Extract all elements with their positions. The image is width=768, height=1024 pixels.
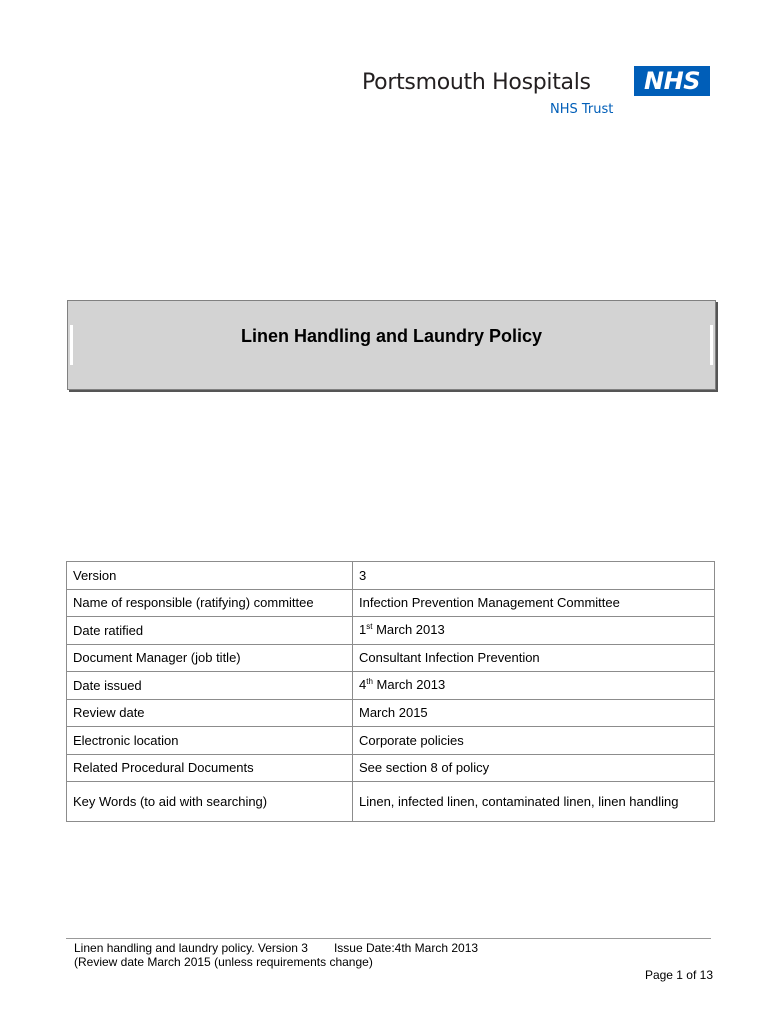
table-row [67, 754, 715, 782]
table-row [67, 727, 715, 755]
logo-org-name: Portsmouth Hospitals [362, 70, 591, 95]
row-label: Related Procedural Documents [67, 754, 353, 782]
table-row [67, 672, 715, 700]
table-row [67, 644, 715, 672]
table-row [67, 617, 715, 645]
row-label: Key Words (to aid with searching) [67, 782, 353, 822]
footer-divider [66, 938, 711, 939]
date-ordinal: st [366, 621, 373, 631]
date-month-year: March 2013 [372, 621, 445, 637]
row-value: Linen, infected linen, contaminated linen, linen handling [353, 782, 715, 822]
page-number: Page 1 of 13 [644, 968, 713, 982]
date-month-year: March 2013 [372, 676, 446, 692]
date-ordinal: th [366, 676, 373, 686]
row-value [353, 617, 715, 645]
row-label: Document Manager (job title) [67, 644, 353, 672]
nhs-badge: NHS [634, 66, 710, 96]
document-title: Linen Handling and Laundry Policy [240, 326, 543, 346]
row-label: Date ratified [67, 617, 353, 645]
footer-issue-date: Issue Date:4th March 2013 [333, 941, 479, 955]
footer-review-date: (Review date March 2015 (unless requirements change) [74, 955, 373, 969]
row-label: Review date [67, 699, 353, 727]
footer-line-1 [74, 941, 478, 955]
row-value [353, 672, 715, 700]
table-row [67, 699, 715, 727]
row-value: Infection Prevention Management Committee [353, 589, 715, 617]
footer-document-version: Linen handling and laundry policy. Version 3 [74, 941, 308, 955]
row-value: 3 [353, 562, 715, 590]
table-row [67, 782, 715, 822]
date-day: 4 [359, 676, 367, 692]
row-label: Electronic location [67, 727, 353, 755]
nhs-trust-logo [362, 66, 712, 118]
row-label: Name of responsible (ratifying) committee [67, 589, 353, 617]
row-value: March 2015 [353, 699, 715, 727]
row-value: Corporate policies [353, 727, 715, 755]
row-label: Version [67, 562, 353, 590]
table-row [67, 589, 715, 617]
row-label: Date issued [67, 672, 353, 700]
row-value: See section 8 of policy [353, 754, 715, 782]
document-info-table [66, 561, 715, 822]
title-banner [67, 300, 716, 390]
table-row [67, 562, 715, 590]
logo-subtitle: NHS Trust [550, 102, 614, 117]
row-value: Consultant Infection Prevention [353, 644, 715, 672]
date-day: 1 [359, 621, 367, 637]
